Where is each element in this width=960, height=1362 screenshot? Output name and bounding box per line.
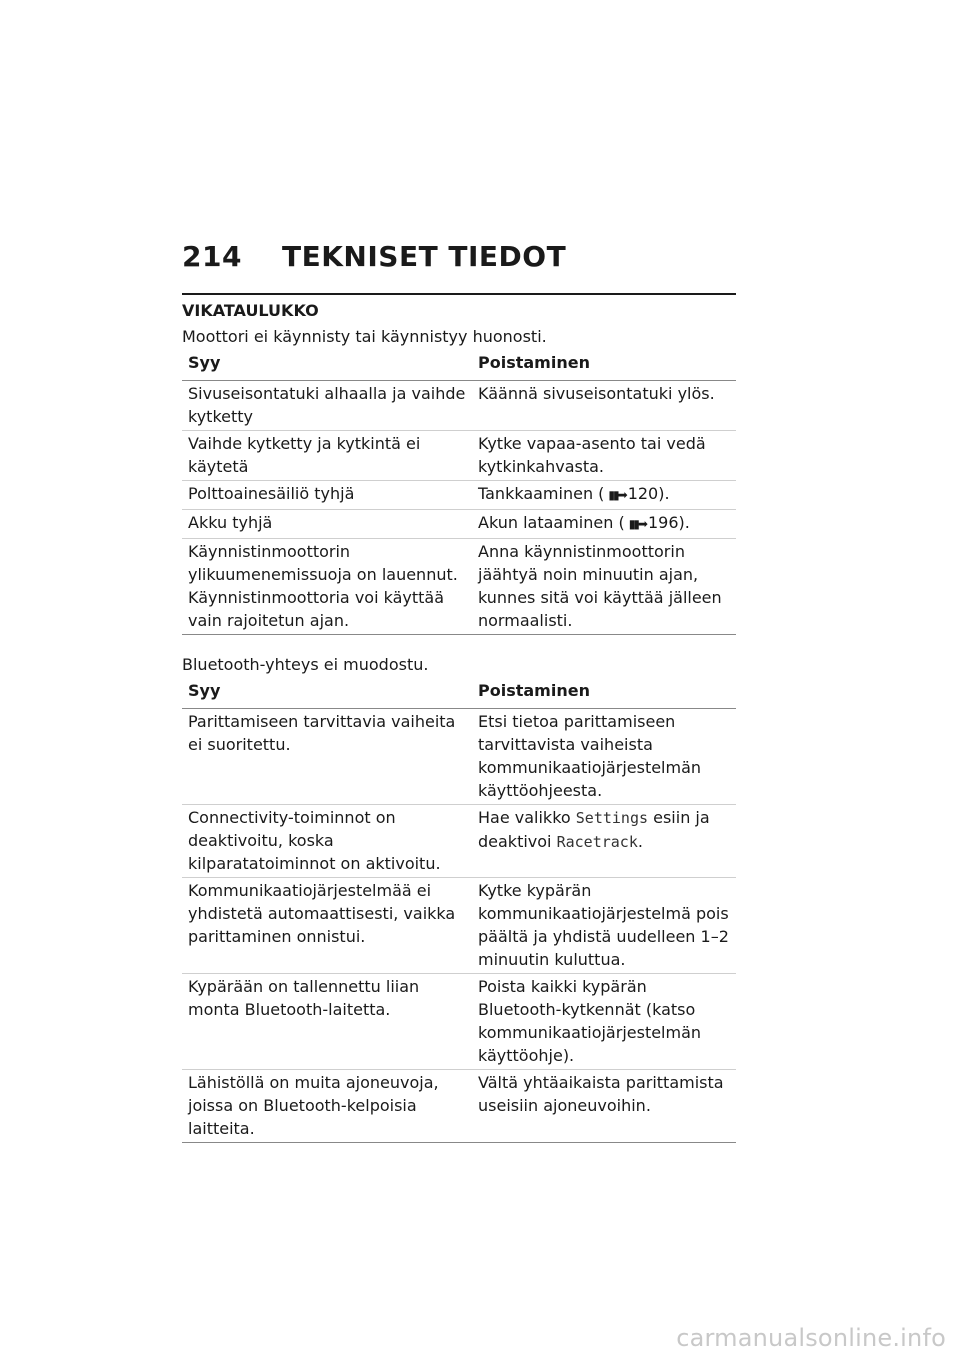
page-reference-link[interactable]: 120).	[627, 484, 670, 503]
cause-cell: Lähistöllä on muita ajoneuvoja, joissa on Bluetooth-kelpoisia laitteita.	[182, 1070, 472, 1143]
fix-cell: Vältä yhtäaikaista parittamista useisiin ajoneuvoihin.	[472, 1070, 736, 1143]
manual-page	[182, 240, 736, 1143]
table-row	[182, 974, 736, 1070]
cause-cell: Vaihde kytketty ja kytkintä ei käytetä	[182, 431, 472, 481]
cause-cell: Käynnistinmoottorin ylikuumenemissuoja on lauennut. Käynnistinmoottoria voi käyttää vain rajoitetun ajan.	[182, 539, 472, 635]
page-reference-arrow-icon: ▮▮➡	[608, 488, 626, 502]
troubleshooting-table-bluetooth	[182, 677, 736, 1143]
table-intro-bluetooth: Bluetooth-yhteys ei muodostu.	[182, 655, 429, 674]
table-row	[182, 381, 736, 431]
fix-cell: Tankkaaminen ( ▮▮➡ 120).	[472, 481, 736, 510]
cause-cell: Akku tyhjä	[182, 510, 472, 539]
column-header-fix: Poistaminen	[472, 349, 736, 381]
section-title: VIKATAULUKKO	[182, 293, 736, 321]
table-row	[182, 709, 736, 805]
page-header	[182, 240, 736, 290]
fix-text: esiin ja deaktivoi	[478, 808, 710, 851]
cause-cell: Connectivity-toiminnot on deaktivoitu, koska kilparatatoiminnot on aktivoitu.	[182, 805, 472, 878]
menu-name-racetrack: Racetrack	[556, 833, 638, 851]
column-header-cause: Syy	[182, 677, 472, 709]
fix-cell: Kytke kypärän kommunikaatiojärjestelmä pois päältä ja yhdistä uudelleen 1–2 minuutin kuluttua.	[472, 878, 736, 974]
table-row	[182, 481, 736, 510]
fix-cell	[472, 805, 736, 878]
cause-cell: Kommunikaatiojärjestelmää ei yhdistetä automaattisesti, vaikka parittaminen onnistui.	[182, 878, 472, 974]
cause-cell: Kypärään on tallennettu liian monta Bluetooth-laitetta.	[182, 974, 472, 1070]
table-row	[182, 1070, 736, 1143]
fix-text: Tankkaaminen	[478, 484, 594, 503]
cause-cell: Parittamiseen tarvittavia vaiheita ei suoritettu.	[182, 709, 472, 805]
fix-text: Hae valikko	[478, 808, 571, 827]
fix-cell: Poista kaikki kypärän Bluetooth-kytkennät (katso kommunikaatiojärjestelmän käyttöohje).	[472, 974, 736, 1070]
table-row	[182, 878, 736, 974]
table-intro-engine: Moottori ei käynnisty tai käynnistyy huonosti.	[182, 327, 547, 346]
chapter-title: TEKNISET TIEDOT	[282, 240, 567, 273]
table-row	[182, 539, 736, 635]
troubleshooting-table-engine	[182, 349, 736, 635]
fix-cell: Käännä sivuseisontatuki ylös.	[472, 381, 736, 431]
watermark: carmanualsonline.info	[676, 1324, 946, 1352]
column-header-cause: Syy	[182, 349, 472, 381]
fix-text-end: .	[637, 832, 643, 851]
cause-cell: Sivuseisontatuki alhaalla ja vaihde kytketty	[182, 381, 472, 431]
table-row	[182, 431, 736, 481]
table-row	[182, 510, 736, 539]
table-row	[182, 805, 736, 878]
fix-cell: Etsi tietoa parittamiseen tarvittavista vaiheista kommunikaatiojärjestelmän käyttöohjeesta.	[472, 709, 736, 805]
fix-cell: Akun lataaminen ( ▮▮➡ 196).	[472, 510, 736, 539]
fix-text: Akun lataaminen	[478, 513, 614, 532]
cause-cell: Polttoainesäiliö tyhjä	[182, 481, 472, 510]
fix-cell: Anna käynnistinmoottorin jäähtyä noin minuutin ajan, kunnes sitä voi käyttää jälleen normaalisti.	[472, 539, 736, 635]
page-reference-arrow-icon: ▮▮➡	[628, 517, 646, 531]
fix-cell: Kytke vapaa-asento tai vedä kytkinkahvasta.	[472, 431, 736, 481]
column-header-fix: Poistaminen	[472, 677, 736, 709]
page-number: 214	[182, 240, 242, 273]
menu-name-settings: Settings	[575, 809, 649, 827]
page-reference-link[interactable]: 196).	[647, 513, 690, 532]
